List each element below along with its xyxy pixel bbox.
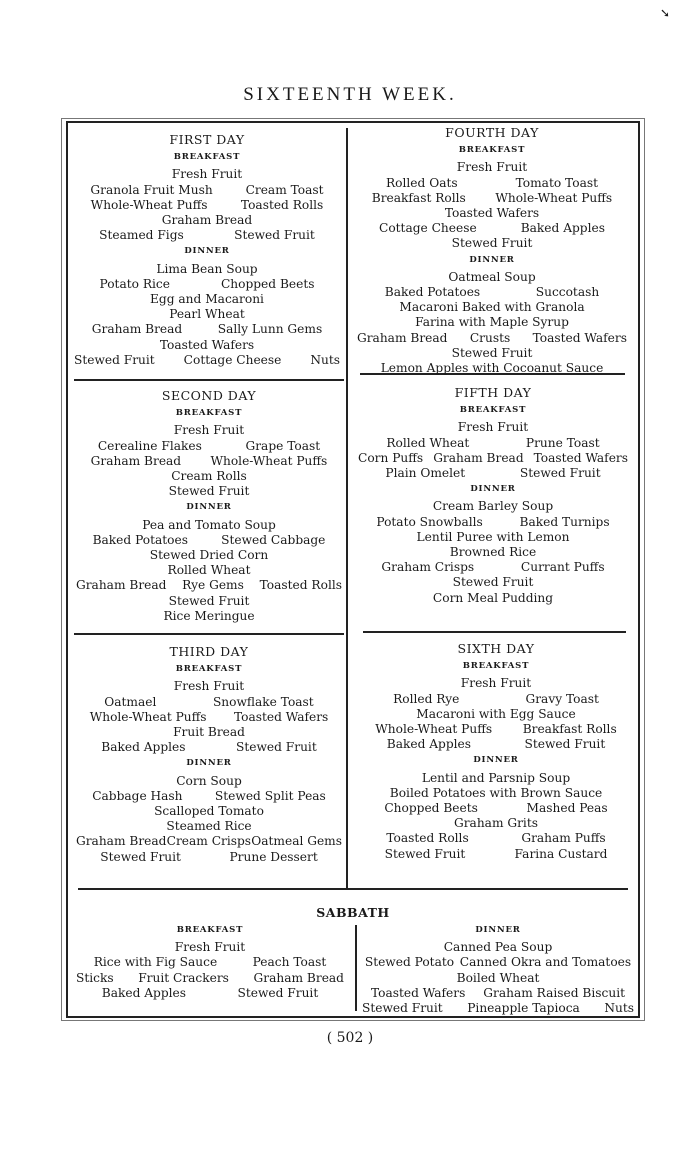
dish-item: Farina with Maple Syrup — [415, 315, 569, 330]
day-second — [76, 388, 342, 624]
menu-line — [76, 940, 344, 955]
dish-item: Stewed Fruit — [100, 849, 181, 864]
menu-line — [76, 423, 342, 438]
dish-item: Graham Bread — [161, 213, 253, 228]
dish-item: Grape Toast — [245, 438, 321, 453]
menu-line — [74, 198, 340, 213]
dish-item: Steamed Rice — [166, 819, 252, 834]
menu-line — [357, 176, 627, 191]
dish-item: Chopped Beets — [220, 276, 315, 291]
dish-item: Breakfast Rolls — [522, 722, 617, 737]
menu-line — [76, 469, 342, 484]
dinner-heading: DINNER — [184, 246, 230, 257]
menu-line — [76, 986, 344, 1001]
dish-item: Whole-Wheat Puffs — [375, 722, 493, 737]
dish-item: Cream Barley Soup — [432, 499, 554, 514]
dish-item: Cream Toast — [245, 182, 324, 197]
dish-item: Cerealine Flakes — [97, 438, 202, 453]
dish-item: Sally Lunn Gems — [217, 322, 323, 337]
menu-line — [358, 499, 628, 514]
dish-item: Baked Potatoes — [92, 532, 188, 547]
menu-line — [362, 1001, 634, 1016]
menu-line — [76, 789, 342, 804]
dish-item: Chopped Beets — [384, 801, 478, 816]
dish-item: Cottage Cheese — [379, 221, 477, 236]
day-fourth — [357, 125, 627, 376]
breakfast-heading: BREAKFAST — [173, 152, 241, 163]
dish-item: Fresh Fruit — [173, 423, 245, 438]
day-sixth — [360, 641, 632, 862]
menu-line — [358, 560, 628, 575]
menu-line — [360, 847, 632, 862]
dish-item: Succotash — [535, 285, 600, 300]
menu-line — [74, 322, 340, 337]
menu-line — [357, 300, 627, 315]
dish-item: Crusts — [469, 330, 511, 345]
dish-item: Baked Apples — [101, 985, 187, 1000]
dish-item: Toasted Wafers — [533, 450, 628, 465]
dinner-heading: DINNER — [186, 758, 232, 769]
menu-line — [360, 816, 632, 831]
menu-line — [358, 575, 628, 590]
menu-line — [74, 213, 340, 228]
menu-line — [74, 338, 340, 353]
dish-item: Stewed Fruit — [236, 740, 317, 755]
menu-line — [74, 262, 340, 277]
breakfast-heading: BREAKFAST — [175, 408, 243, 419]
menu-line — [357, 315, 627, 330]
dish-item: Boiled Potatoes with Brown Sauce — [389, 785, 603, 800]
dinner-heading: DINNER — [186, 502, 232, 513]
menu-line — [76, 740, 342, 755]
dish-item: Cream Rolls — [171, 469, 247, 484]
dish-item: Breakfast Rolls — [371, 190, 466, 205]
day-title: FIFTH DAY — [454, 385, 532, 400]
menu-line — [74, 183, 340, 198]
menu-line — [358, 515, 628, 530]
dish-item: Rolled Rye — [393, 691, 460, 706]
sabbath-dinner — [362, 922, 634, 1016]
menu-line — [357, 285, 627, 300]
dish-item: Cream Crisps — [166, 834, 252, 849]
menu-line — [74, 307, 340, 322]
dish-item: Corn Puffs — [358, 450, 424, 465]
breakfast-heading: BREAKFAST — [175, 664, 243, 675]
menu-line — [358, 420, 628, 435]
menu-line — [358, 591, 628, 606]
dish-item: Nuts — [310, 352, 340, 367]
dish-item: Graham Raised Biscuit — [483, 985, 626, 1000]
day-third — [76, 644, 342, 865]
dish-item: Toasted Rolls — [240, 197, 324, 212]
menu-line — [360, 692, 632, 707]
column-divider-upper — [346, 128, 348, 888]
dish-item: Graham Crisps — [381, 560, 475, 575]
dish-item: Potato Snowballs — [376, 514, 483, 529]
menu-line — [76, 834, 342, 849]
menu-line — [360, 771, 632, 786]
dinner-heading: DINNER — [469, 254, 515, 265]
dish-item: Currant Puffs — [520, 560, 605, 575]
dish-item: Prune Toast — [525, 435, 600, 450]
dish-item: Graham Bread — [253, 970, 344, 985]
page-number: ( 502 ) — [326, 1030, 374, 1046]
dish-item: Toasted Wafers — [159, 337, 255, 352]
column-divider-sabbath — [355, 925, 357, 1011]
day-title: FIRST DAY — [169, 132, 245, 147]
dish-item: Canned Okra and Tomatoes — [459, 955, 632, 970]
dish-item: Whole-Wheat Puffs — [210, 453, 328, 468]
dish-item: Graham Bread — [76, 578, 167, 593]
dish-item: Cabbage Hash — [92, 788, 183, 803]
dish-item: Stewed Split Peas — [214, 788, 326, 803]
menu-line — [360, 786, 632, 801]
dish-item: Macaroni with Egg Sauce — [416, 706, 576, 721]
dish-item: Rice Meringue — [163, 608, 255, 623]
dinner-heading: DINNER — [473, 755, 519, 766]
dish-item: Toasted Rolls — [259, 578, 342, 593]
page-title: SIXTEENTH WEEK. — [243, 84, 457, 105]
menu-line — [76, 725, 342, 740]
dish-item: Graham Bread — [76, 834, 167, 849]
menu-line — [76, 594, 342, 609]
day-first — [74, 132, 340, 368]
menu-line — [360, 722, 632, 737]
dish-item: Corn Meal Pudding — [432, 590, 554, 605]
dish-item: Graham Bread — [357, 330, 448, 345]
day-title: FOURTH DAY — [445, 125, 539, 140]
dish-item: Graham Puffs — [521, 831, 606, 846]
sabbath-breakfast — [76, 922, 344, 1001]
menu-line — [76, 533, 342, 548]
dish-item: Baked Apples — [386, 737, 472, 752]
menu-line — [76, 609, 342, 624]
dish-item: Farina Custard — [514, 846, 608, 861]
dish-item: Fruit Bread — [173, 725, 245, 740]
dish-item: Rice with Fig Sauce — [93, 955, 218, 970]
dish-item: Stewed Fruit — [451, 236, 533, 251]
menu-line — [74, 292, 340, 307]
dish-item: Stewed Potato — [364, 955, 455, 970]
dish-item: Baked Turnips — [519, 514, 610, 529]
dish-item: Stewed Fruit — [168, 484, 250, 499]
menu-line — [362, 986, 634, 1001]
dish-item: Scalloped Tomato — [154, 804, 264, 819]
dish-item: Rolled Wheat — [167, 563, 251, 578]
dish-item: Baked Potatoes — [384, 285, 481, 300]
dish-item: Mashed Peas — [526, 801, 608, 816]
menu-line — [76, 804, 342, 819]
dish-item: Fresh Fruit — [460, 676, 532, 691]
menu-line — [74, 277, 340, 292]
dish-item: Fruit Crackers — [138, 970, 229, 985]
dish-item: Graham Bread — [90, 453, 182, 468]
separator-fifth-sixth — [363, 631, 626, 633]
menu-line — [360, 707, 632, 722]
dish-item: Lentil and Parsnip Soup — [421, 770, 571, 785]
dish-item: Fresh Fruit — [174, 940, 246, 955]
breakfast-heading: BREAKFAST — [459, 405, 527, 416]
dish-item: Cottage Cheese — [183, 352, 282, 367]
menu-line — [76, 819, 342, 834]
dinner-heading: DINNER — [475, 925, 521, 935]
dish-item: Lima Bean Soup — [156, 261, 258, 276]
dish-item: Canned Pea Soup — [443, 940, 553, 955]
menu-line — [76, 548, 342, 563]
dish-item: Graham Grits — [454, 816, 538, 831]
dish-item: Pineapple Tapioca — [467, 1001, 580, 1016]
dish-item: Pearl Wheat — [169, 307, 245, 322]
menu-line — [357, 191, 627, 206]
menu-line — [76, 679, 342, 694]
breakfast-heading: BREAKFAST — [458, 145, 526, 156]
separator-second-third — [74, 633, 344, 635]
dish-item: Steamed Figs — [99, 228, 184, 243]
dish-item: Plain Omelet — [385, 466, 466, 481]
breakfast-heading: BREAKFAST — [462, 661, 530, 672]
dish-item: Stewed Dried Corn — [149, 548, 269, 563]
menu-line — [358, 545, 628, 560]
dish-item: Gravy Toast — [525, 691, 599, 706]
dish-item: Boiled Wheat — [456, 970, 540, 985]
dish-item: Browned Rice — [449, 545, 537, 560]
dish-item: Oatmeal Gems — [251, 834, 342, 849]
separator-sabbath — [78, 888, 628, 890]
dish-item: Oatmael — [104, 694, 157, 709]
dish-item: Corn Soup — [176, 773, 242, 788]
dish-item: Rolled Wheat — [386, 435, 470, 450]
dish-item: Prune Dessert — [229, 849, 318, 864]
menu-line — [360, 737, 632, 752]
dish-item: Stewed Fruit — [234, 228, 315, 243]
menu-line — [357, 270, 627, 285]
dish-item: Fresh Fruit — [171, 167, 243, 182]
dish-item: Egg and Macaroni — [150, 292, 264, 307]
menu-line — [362, 940, 634, 955]
menu-line — [357, 206, 627, 221]
menu-line — [76, 955, 344, 970]
day-title: SECOND DAY — [161, 388, 257, 403]
menu-line — [362, 955, 634, 970]
dish-item: Stewed Fruit — [384, 846, 466, 861]
dish-item: Stewed Cabbage — [221, 532, 326, 547]
day-title: SIXTH DAY — [457, 641, 535, 656]
dish-item: Toasted Wafers — [233, 709, 329, 724]
menu-line — [357, 160, 627, 175]
menu-line — [76, 578, 342, 593]
dish-item: Pea and Tomato Soup — [142, 517, 276, 532]
dish-item: Stewed Fruit — [237, 985, 319, 1000]
menu-line — [74, 167, 340, 182]
dish-item: Rye Gems — [182, 578, 244, 593]
dish-item: Stewed Fruit — [168, 593, 250, 608]
menu-line — [362, 971, 634, 986]
dish-item: Sticks — [76, 970, 114, 985]
menu-line — [358, 530, 628, 545]
dish-item: Stewed Fruit — [362, 1001, 443, 1016]
dish-item: Stewed Fruit — [74, 352, 155, 367]
dish-item: Peach Toast — [252, 955, 327, 970]
dish-item: Nuts — [604, 1001, 634, 1016]
menu-line — [357, 236, 627, 251]
day-title: THIRD DAY — [169, 644, 249, 659]
dish-item: Lemon Apples with Cocoanut Sauce — [380, 361, 604, 376]
dish-item: Fresh Fruit — [173, 679, 245, 694]
dish-item: Toasted Rolls — [386, 831, 469, 846]
menu-line — [360, 801, 632, 816]
dish-item: Stewed Fruit — [451, 345, 533, 360]
menu-line — [76, 710, 342, 725]
corner-mark: ➘ — [660, 6, 671, 20]
dish-item: Baked Apples — [520, 221, 605, 236]
dish-item: Graham Bread — [91, 322, 183, 337]
dish-item: Snowflake Toast — [212, 694, 314, 709]
menu-line — [76, 439, 342, 454]
menu-line — [76, 563, 342, 578]
menu-line — [360, 676, 632, 691]
dish-item: Oatmeal Soup — [448, 269, 536, 284]
dish-item: Baked Apples — [101, 740, 186, 755]
dish-item: Whole-Wheat Puffs — [89, 709, 207, 724]
dish-item: Rolled Oats — [386, 175, 458, 190]
menu-line — [76, 774, 342, 789]
menu-line — [76, 484, 342, 499]
dish-item: Stewed Fruit — [452, 575, 534, 590]
dish-item: Toasted Wafers — [532, 330, 627, 345]
dish-item: Stewed Fruit — [519, 466, 601, 481]
menu-line — [357, 331, 627, 346]
dish-item: Fresh Fruit — [457, 420, 529, 435]
dish-item: Potato Rice — [99, 276, 170, 291]
dish-item: Whole-Wheat Puffs — [495, 190, 613, 205]
dish-item: Whole-Wheat Puffs — [90, 197, 208, 212]
menu-line — [76, 850, 342, 865]
menu-line — [358, 466, 628, 481]
dish-item: Tomato Toast — [515, 175, 598, 190]
dish-item: Stewed Fruit — [524, 737, 606, 752]
dish-item: Graham Bread — [433, 450, 524, 465]
dish-item: Granola Fruit Mush — [90, 182, 213, 197]
dish-item: Toasted Wafers — [444, 206, 540, 221]
menu-line — [357, 361, 627, 376]
day-fifth — [358, 385, 628, 606]
separator-first-second — [74, 379, 344, 381]
menu-line — [360, 831, 632, 846]
breakfast-heading: BREAKFAST — [176, 925, 244, 935]
menu-line — [74, 353, 340, 368]
menu-line — [76, 695, 342, 710]
menu-line — [358, 451, 628, 466]
menu-line — [357, 346, 627, 361]
menu-line — [76, 454, 342, 469]
menu-line — [358, 436, 628, 451]
menu-line — [74, 228, 340, 243]
dish-item: Fresh Fruit — [456, 160, 528, 175]
menu-line — [76, 518, 342, 533]
menu-line — [76, 971, 344, 986]
dish-item: Toasted Wafers — [370, 985, 466, 1000]
sabbath-title: SABBATH — [316, 905, 390, 920]
menu-line — [357, 221, 627, 236]
dinner-heading: DINNER — [470, 484, 516, 495]
dish-item: Lentil Puree with Lemon — [416, 529, 570, 544]
dish-item: Macaroni Baked with Granola — [399, 300, 585, 315]
